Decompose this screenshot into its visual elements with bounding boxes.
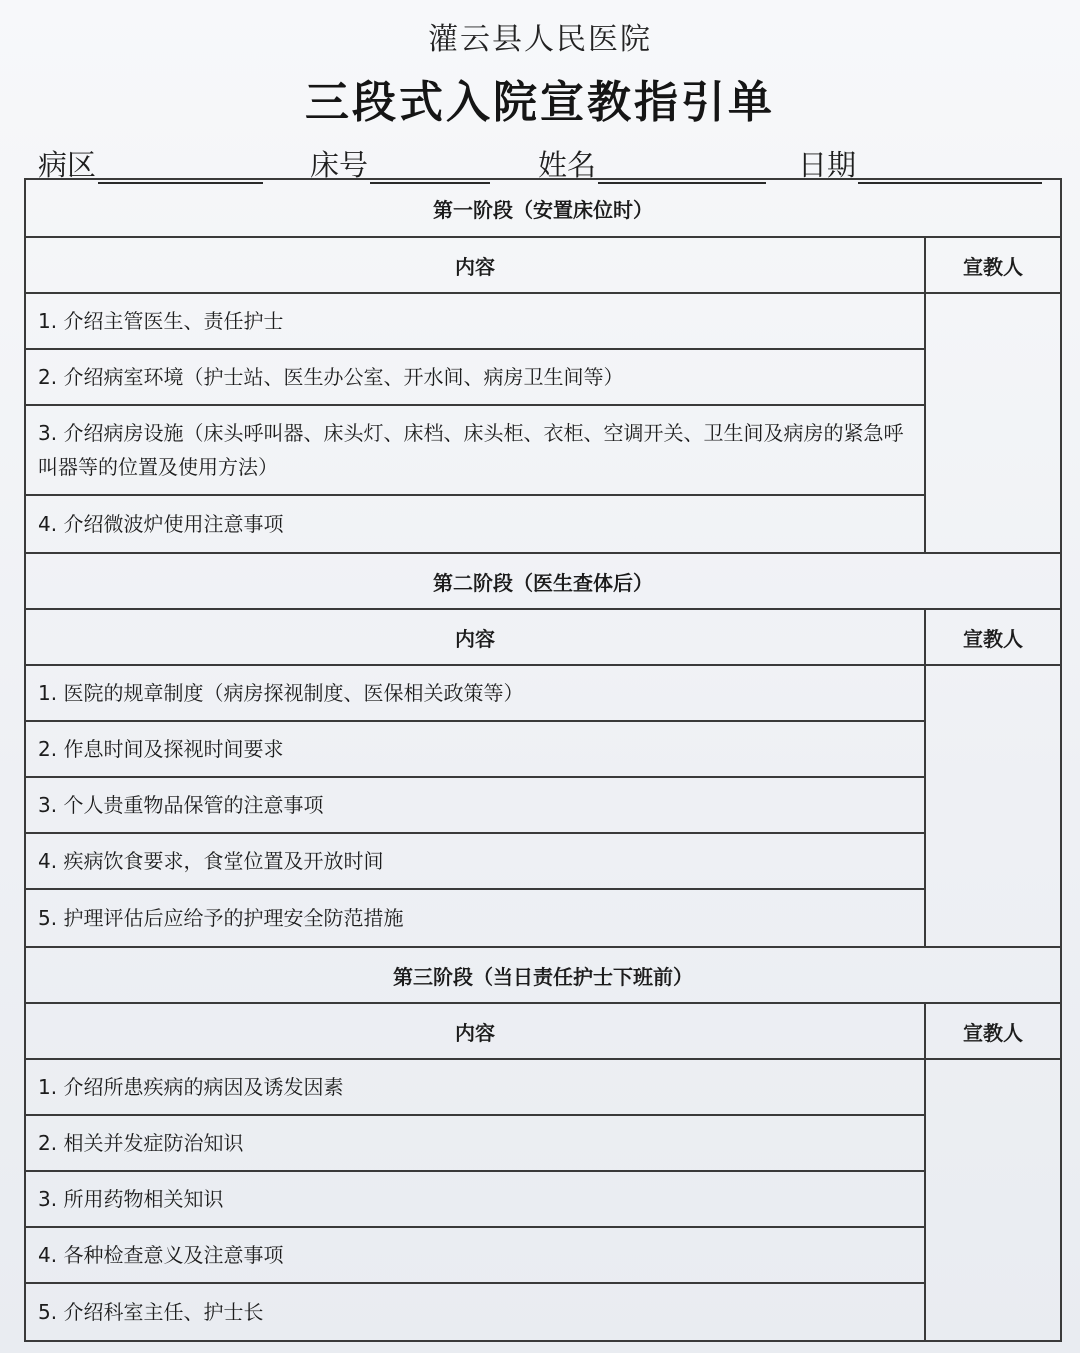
list-item: 2. 介绍病室环境（护士站、医生办公室、开水间、病房卫生间等） — [26, 350, 924, 406]
list-item: 3. 个人贵重物品保管的注意事项 — [26, 778, 924, 834]
stage-3-header-row — [26, 1004, 1060, 1060]
list-item: 4. 各种检查意义及注意事项 — [26, 1228, 924, 1284]
name-label: 姓名 — [538, 148, 597, 182]
list-item: 5. 介绍科室主任、护士长 — [38, 1300, 264, 1324]
stage-3-items — [26, 1060, 1060, 1342]
ward-label: 病区 — [38, 148, 97, 182]
list-item: 1. 介绍主管医生、责任护士 — [26, 294, 924, 350]
list-item: 3. 介绍病房设施（床头呼叫器、床头灯、床档、床头柜、衣柜、空调开关、卫生间及病房的紧急呼叫器等的位置及使用方法） — [26, 406, 924, 496]
content-header: 内容 — [455, 626, 495, 651]
stage-1-header-row — [26, 238, 1060, 294]
educator-header: 宣教人 — [924, 610, 1060, 664]
list-item: 2. 相关并发症防治知识 — [26, 1116, 924, 1172]
stage-1-signature-cell[interactable] — [924, 294, 1060, 552]
stage-2-items — [26, 666, 1060, 948]
education-table — [24, 178, 1062, 1342]
stage-2-signature-cell[interactable] — [924, 666, 1060, 946]
form-title: 三段式入院宣教指引单 — [305, 77, 775, 128]
bed-label: 床号 — [310, 148, 369, 182]
date-label: 日期 — [798, 148, 857, 182]
list-item: 4. 疾病饮食要求，食堂位置及开放时间 — [26, 834, 924, 890]
stage-1-title: 第一阶段（安置床位时） — [26, 180, 1060, 238]
list-item: 1. 介绍所患疾病的病因及诱发因素 — [26, 1060, 924, 1116]
list-item: 5. 护理评估后应给予的护理安全防范措施 — [38, 906, 404, 930]
educator-header: 宣教人 — [924, 1004, 1060, 1058]
stage-1-items — [26, 294, 1060, 554]
list-item: 2. 作息时间及探视时间要求 — [26, 722, 924, 778]
stage-2-header-row — [26, 610, 1060, 666]
stage-2-title: 第二阶段（医生查体后） — [26, 554, 1060, 610]
content-header: 内容 — [455, 254, 495, 279]
list-item: 4. 介绍微波炉使用注意事项 — [38, 512, 284, 536]
list-item: 3. 所用药物相关知识 — [26, 1172, 924, 1228]
content-header: 内容 — [455, 1020, 495, 1045]
stage-3-title: 第三阶段（当日责任护士下班前） — [26, 948, 1060, 1004]
list-item: 1. 医院的规章制度（病房探视制度、医保相关政策等） — [26, 666, 924, 722]
hospital-name: 灌云县人民医院 — [428, 22, 652, 57]
stage-3-signature-cell[interactable] — [924, 1060, 1060, 1340]
educator-header: 宣教人 — [924, 238, 1060, 292]
